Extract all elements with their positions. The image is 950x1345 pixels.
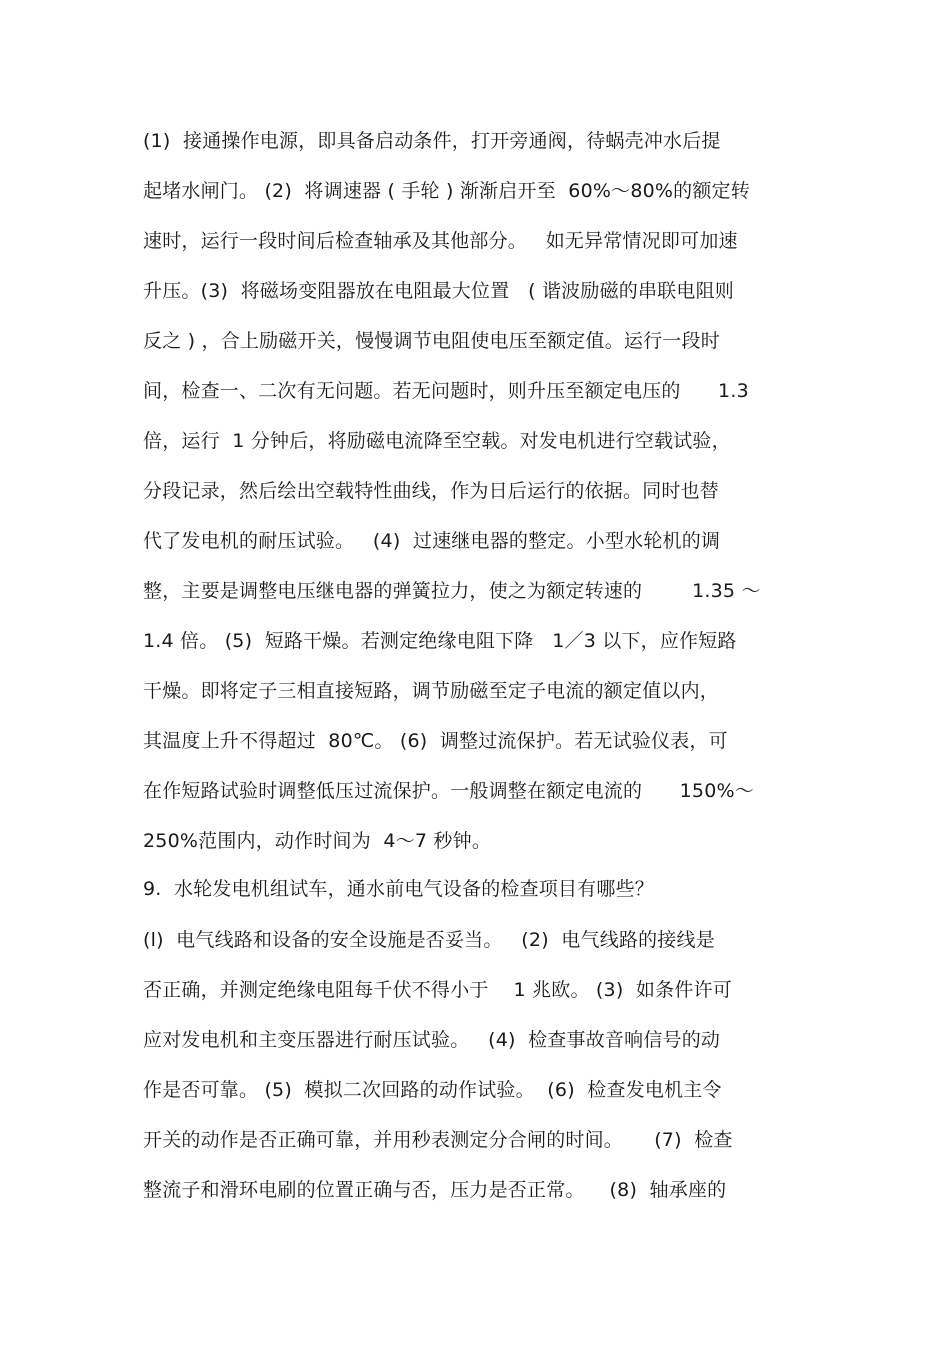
text-line: 整流子和滑环电刷的位置正确与否，压力是否正常。 (8) 轴承座的 — [143, 1179, 727, 1201]
text-line: 分段记录，然后绘出空载特性曲线，作为日后运行的依据。同时也替 — [143, 480, 720, 502]
text-line: 在作短路试验时调整低压过流保护。一般调整在额定电流的 150%～ — [143, 780, 754, 802]
text-line: (1) 接通操作电源，即具备启动条件，打开旁通阀，待蜗壳冲水后提 — [143, 130, 721, 152]
text-line: (l) 电气线路和设备的安全设施是否妥当。 (2) 电气线路的接线是 — [143, 929, 715, 951]
text-line: 应对发电机和主变压器进行耐压试验。 (4) 检查事故音响信号的动 — [143, 1029, 721, 1051]
text-line: 反之 ) ，合上励磁开关，慢慢调节电阻使电压至额定值。运行一段时 — [143, 330, 720, 352]
text-line: 速时，运行一段时间后检查轴承及其他部分。 如无异常情况即可加速 — [143, 230, 738, 252]
text-line: 升压。(3) 将磁场变阻器放在电阻最大位置 ( 谐波励磁的串联电阻则 — [143, 280, 734, 302]
text-line: 代了发电机的耐压试验。 (4) 过速继电器的整定。小型水轮机的调 — [143, 530, 721, 552]
text-line: 干燥。即将定子三相直接短路，调节励磁至定子电流的额定值以内， — [143, 680, 720, 702]
question-heading: 9. 水轮发电机组试车，通水前电气设备的检查项目有哪些？ — [143, 878, 655, 900]
text-line: 起堵水闸门。 (2) 将调速器 ( 手轮 ) 渐渐启开至 60%～80%的额定转 — [143, 180, 750, 202]
text-line: 间，检查一、二次有无问题。若无问题时，则升压至额定电压的 1.3 — [143, 380, 749, 402]
text-line: 否正确，并测定绝缘电阻每千伏不得小于 1 兆欧。 (3) 如条件许可 — [143, 979, 732, 1001]
text-line: 倍，运行 1 分钟后，将励磁电流降至空载。对发电机进行空载试验， — [143, 430, 731, 452]
text-line: 整，主要是调整电压继电器的弹簧拉力，使之为额定转速的 1.35 ～ — [143, 580, 761, 602]
text-line: 作是否可靠。 (5) 模拟二次回路的动作试验。 (6) 检查发电机主令 — [143, 1079, 722, 1101]
text-line: 250%范围内，动作时间为 4～7 秒钟。 — [143, 830, 492, 852]
text-line: 开关的动作是否正确可靠，并用秒表测定分合闸的时间。 (7) 检查 — [143, 1129, 733, 1151]
text-line: 1.4 倍。 (5) 短路干燥。若测定绝缘电阻下降 1／3 以下，应作短路 — [143, 630, 737, 652]
text-line: 其温度上升不得超过 80℃。 (6) 调整过流保护。若无试验仪表，可 — [143, 730, 728, 752]
